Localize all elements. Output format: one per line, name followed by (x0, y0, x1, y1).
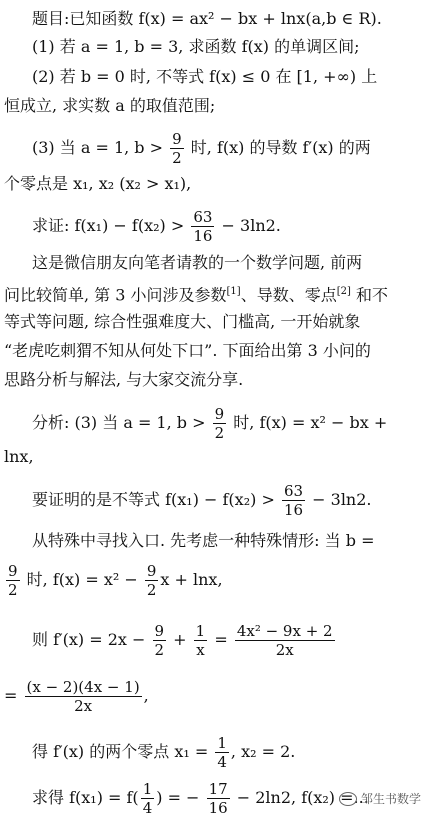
fraction-9-2: $\frac{9}{2}$ (146, 562, 157, 599)
paragraph-1-line-2: 问比较简单, 第 3 小问涉及参数[1]、导数、零点[2] 和不 (4, 285, 388, 305)
derivative-line: 则 f′(x) = 2x − $\frac{9}{2}$ + $\frac{1}{x}$ = $\frac{\text{4x² − 9x + 2}}{2x}$ (32, 622, 333, 659)
question-1: (1) 若 a = 1, b = 3, 求函数 f(x) 的单调区间; (32, 37, 360, 56)
paragraph-1-line-1: 这是微信朋友向笔者请教的一个数学问题, 前两 (32, 253, 363, 272)
fraction-9-2: $\frac{9}{2}$ (154, 622, 165, 659)
special-case-line-1: 从特殊中寻找入口. 先考虑一种特殊情形: 当 b = (32, 531, 375, 550)
fraction-9-2: $\frac{9}{2}$ (172, 130, 182, 167)
factored-line: = $\frac{(x - 2)(4x - 1)}{2x}$ , (4, 678, 149, 715)
analysis-line-1: 分析: (3) 当 a = 1, b > $\frac{9}{2}$ 时, f(x) = x² − bx + (32, 405, 388, 442)
problem-title: 题目:已知函数 f(x) = ax² − bx + lnx(a,b ∈ R). (32, 9, 382, 28)
paragraph-1-line-5: 思路分析与解法, 与大家交流分享. (4, 370, 244, 389)
question-2-line-2: 恒成立, 求实数 a 的取值范围; (4, 96, 216, 115)
question-3-line-2: 个零点是 x₁, x₂ (x₂ > x₁), (4, 174, 192, 193)
special-case-line-2: $\frac{9}{2}$ 时, f(x) = x² − $\frac{9}{2}$ x + lnx, (8, 562, 223, 599)
watermark: 邹生书数学 (339, 790, 421, 807)
question-2-line-1: (2) 若 b = 0 时, 不等式 f(x) ≤ 0 在 [1, +∞) 上 (32, 67, 378, 86)
fraction-63-16: $\frac{63}{16}$ (283, 482, 304, 519)
fraction-1-4: $\frac{1}{4}$ (142, 780, 153, 817)
zeros-line: 得 f′(x) 的两个零点 x₁ = $\frac{1}{4}$ , x₂ = 2. (32, 734, 296, 771)
question-3-line-1: (3) 当 a = 1, b > $\frac{9}{2}$ 时, f(x) 的导数 f′(x) 的两 (32, 130, 371, 167)
fraction-1-4: $\frac{1}{4}$ (217, 734, 227, 771)
fraction-factored: $\frac{(x - 2)(4x - 1)}{2x}$ (26, 678, 140, 715)
fraction-derivative: $\frac{\text{4x² − 9x + 2}}{2x}$ (236, 622, 333, 659)
paragraph-1-line-3: 等式等问题, 综合性强难度大、门槛高, 一开始就象 (4, 312, 361, 331)
analysis-line-2: lnx, (4, 447, 34, 466)
evaluation-line: 求得 f(x₁) = f( $\frac{1}{4}$ ) = − $\frac{17}{16}$ − 2ln2, f(x₂) =... (32, 780, 369, 817)
goal-statement: 要证明的是不等式 f(x₁) − f(x₂) > $\frac{63}{16}$ − 3ln2. (32, 482, 372, 519)
paragraph-1-line-4: “老虎吃刺猬不知从何处下口”. 下面给出第 3 小问的 (4, 341, 371, 360)
fraction-17-16: $\frac{17}{16}$ (208, 780, 228, 817)
fraction-63-16: $\frac{63}{16}$ (193, 208, 213, 245)
wechat-icon (339, 792, 357, 806)
fraction-9-2: $\frac{9}{2}$ (8, 562, 18, 599)
prove-statement: 求证: f(x₁) − f(x₂) > $\frac{63}{16}$ − 3ln2. (32, 208, 281, 245)
fraction-1-x: $\frac{1}{x}$ (195, 622, 206, 659)
fraction-9-2: $\frac{9}{2}$ (214, 405, 225, 442)
